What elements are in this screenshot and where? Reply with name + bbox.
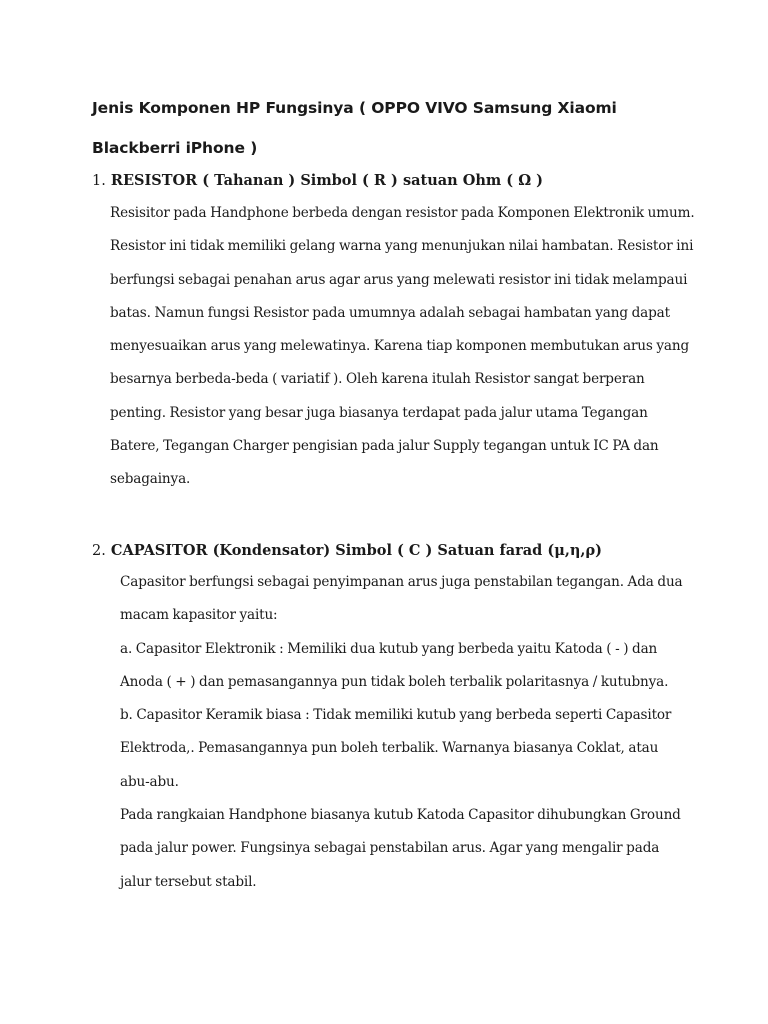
document-title: Jenis Komponen HP Fungsinya ( OPPO VIVO Samsung Xiaomi Blackberri iPhone ): [92, 99, 617, 157]
section-heading-resistor: [92, 171, 543, 191]
capasitor-item-a: a. Capasitor Elektronik : Memiliki dua kutub yang berbeda yaitu Katoda ( - ) dan Anoda ( + ) dan pemasangannya pun tidak boleh terbalik polaritasnya / kutubnya.: [120, 640, 669, 690]
capasitor-body: [120, 566, 690, 899]
section-number: 1.: [92, 173, 106, 189]
resistor-paragraph: Resisitor pada Handphone berbeda dengan resistor pada Komponen Elektronik umum. Resistor ini tidak memiliki gelang warna yang menunjukan nilai hambatan. Resistor ini berfungsi sebagai penahan arus agar arus yang melewati resistor ini tidak melampaui batas. Namun fungsi Resistor pada umumnya adalah sebagai hambatan yang dapat menyesuaikan arus yang melewatinya. Karena tiap komponen membutukan arus yang besarnya berbeda-beda ( variatif ). Oleh karena itulah Resistor sangat berperan penting. Resistor yang besar juga biasanya terdapat pada jalur utama Tegangan Batere, Tegangan Charger pengisian pada jalur Supply tegangan untuk IC PA dan sebagainya.: [110, 205, 695, 488]
section-heading-text: CAPASITOR (Kondensator) Simbol ( C ) Satuan farad (μ,η,ρ): [110, 542, 602, 559]
section-heading-capasitor: [92, 541, 602, 561]
capasitor-item-b: b. Capasitor Keramik biasa : Tidak memiliki kutub yang berbeda seperti Capasitor Elektroda,. Pemasangannya pun boleh terbalik. Warnanya biasanya Coklat, atau abu-abu.: [120, 707, 672, 790]
section-heading-text: RESISTOR ( Tahanan ) Simbol ( R ) satuan Ohm ( Ω ): [110, 172, 544, 189]
section-number: 2.: [92, 543, 106, 559]
capasitor-closing: Pada rangkaian Handphone biasanya kutub Katoda Capasitor dihubungkan Ground pada jalur power. Fungsinya sebagai penstabilan arus. Agar yang mengalir pada jalur tersebut stabil.: [120, 807, 681, 890]
capasitor-intro: Capasitor berfungsi sebagai penyimpanan arus juga penstabilan tegangan. Ada dua macam kapasitor yaitu:: [120, 574, 683, 624]
